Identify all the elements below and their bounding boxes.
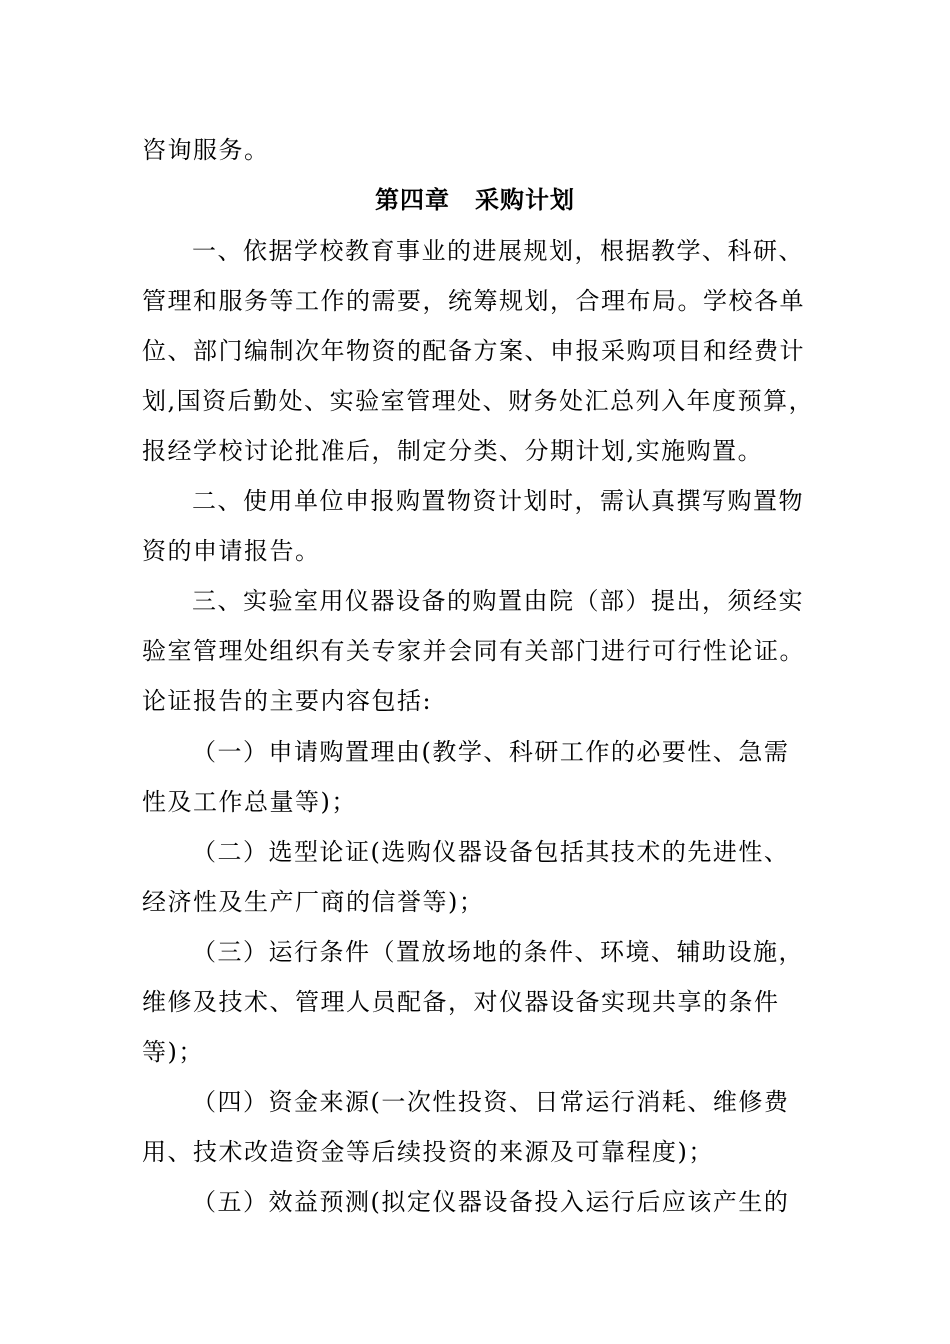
- paragraph-1-line-4: 划,国资后勤处、实验室管理处、财务处汇总列入年度预算，: [142, 387, 815, 415]
- item-3-line-2: 维修及技术、管理人员配备，对仪器设备实现共享的条件: [142, 988, 780, 1016]
- paragraph-3-line-2: 验室管理处组织有关专家并会同有关部门进行可行性论证。: [142, 637, 805, 665]
- item-1-line-2: 性及工作总量等)；: [142, 788, 357, 816]
- paragraph-2-line-2: 资的申请报告。: [142, 537, 321, 565]
- paragraph-1-line-5: 报经学校讨论批准后，制定分类、分期计划,实施购置。: [142, 437, 764, 465]
- paragraph-1-line-1: 一、依据学校教育事业的进展规划，根据教学、科研、: [192, 237, 804, 265]
- item-3-line-3: 等)；: [142, 1038, 204, 1066]
- text-line-continuation: 咨询服务。: [142, 136, 270, 164]
- paragraph-1-line-2: 管理和服务等工作的需要，统筹规划，合理布局。学校各单: [142, 287, 805, 315]
- item-1-line-1: （一）申请购置理由(教学、科研工作的必要性、急需: [192, 738, 790, 766]
- paragraph-2-line-1: 二、使用单位申报购置物资计划时，需认真撰写购置物: [192, 487, 804, 515]
- chapter-heading: 第四章 采购计划: [375, 185, 575, 214]
- paragraph-3-line-1: 三、实验室用仪器设备的购置由院（部）提出，须经实: [192, 587, 804, 615]
- item-2-line-1: （二）选型论证(选购仪器设备包括其技术的先进性、: [192, 838, 790, 866]
- paragraph-1-line-3: 位、部门编制次年物资的配备方案、申报采购项目和经费计: [142, 337, 805, 365]
- item-4-line-1: （四）资金来源(一次性投资、日常运行消耗、维修费: [192, 1088, 790, 1116]
- item-3-line-1: （三）运行条件（置放场地的条件、环境、辅助设施，: [192, 938, 804, 966]
- paragraph-3-line-3: 论证报告的主要内容包括:: [142, 687, 433, 715]
- item-5-line-1: （五）效益预测(拟定仪器设备投入运行后应该产生的: [192, 1188, 790, 1216]
- item-2-line-2: 经济性及生产厂商的信誉等)；: [142, 888, 485, 916]
- item-4-line-2: 用、技术改造资金等后续投资的来源及可靠程度)；: [142, 1138, 714, 1166]
